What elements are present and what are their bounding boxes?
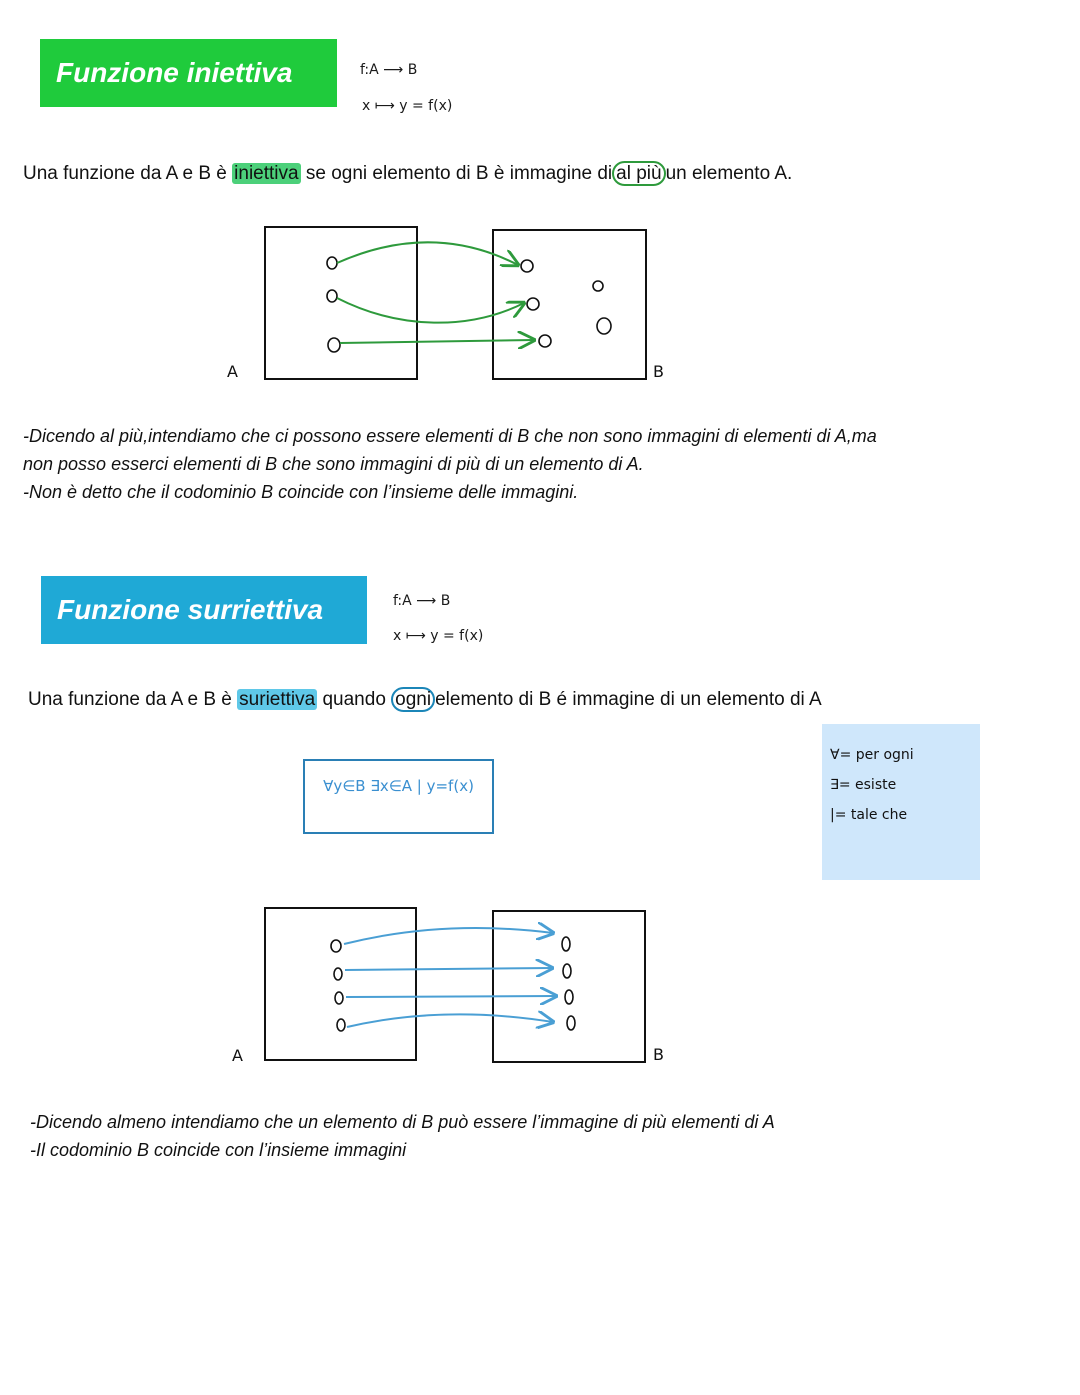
section2-title-text: Funzione surriettiva [57,594,324,625]
set-a-element [327,257,337,269]
set-b-element [521,260,533,272]
section1-formula-line2: x ⟼ y = f(x) [362,98,453,114]
mapping-arrow [340,340,534,343]
section2-notes [30,1108,775,1164]
section2-formula-line1: f:A ⟶ B [393,593,451,609]
highlight-iniettiva: iniettiva [234,163,299,184]
note-line: -Dicendo al più,intendiamo che ci possono essere elementi di B che non sono immagini di elementi di A,ma [23,426,877,446]
set-a-element [334,968,342,980]
section1-title [40,39,337,107]
mapping-arrow [346,996,556,997]
set-b-element [562,937,570,951]
section1-title-text: Funzione iniettiva [56,57,293,88]
note-line: non posso esserci elementi di B che sono immagini di più di un elemento di A. [23,454,644,474]
circled-al-piu: al più [612,161,665,186]
set-b-element [593,281,603,291]
set-a-element [337,1019,345,1031]
section1-formula-line1: f:A ⟶ B [360,62,418,78]
section1-notes [23,422,877,506]
highlight-suriettiva: suriettiva [239,689,316,710]
circled-ogni: ogni [391,687,435,712]
set-a-label-2: A [232,1046,243,1065]
set-b-element [563,964,571,978]
legend-item: |= tale che [830,807,908,823]
set-b-element [539,335,551,347]
note-line: -Non è detto che il codominio B coincide con l’insieme delle immagini. [23,482,579,502]
mapping-arrow [337,298,524,323]
mapping-arrow [345,968,552,970]
mapping-arrow [347,1014,553,1027]
section2-definition: Una funzione da A e B è suriettiva quando ogni elemento di B é immagine di un elemento di A [28,689,822,710]
set-b-element [597,318,611,334]
legend-item: ∀= per ogni [830,747,914,763]
set-b-element [567,1016,575,1030]
set-b-element [565,990,573,1004]
set-b-label-2: B [653,1045,664,1064]
mapping-arrow [337,242,518,265]
section1-definition: Una funzione da A e B è iniettiva se ogni elemento di B è immagine di al più un elemento A. [23,163,793,184]
set-a-element [328,338,340,352]
quantifier-legend [822,724,980,880]
set-a-element [335,992,343,1004]
set-b-box-2 [493,911,645,1062]
note-line: -Il codominio B coincide con l’insieme immagini [30,1140,407,1160]
surjective-formula: ∀y∈B ∃x∈A | y=f(x) [323,777,474,795]
set-b-box-1 [493,230,646,379]
set-a-box-1 [265,227,417,379]
set-a-element [331,940,341,952]
set-b-label-1: B [653,362,664,381]
section2-formula-line2: x ⟼ y = f(x) [393,628,484,644]
set-a-element [327,290,337,302]
section2-title [41,576,367,644]
legend-item: ∃= esiste [830,777,897,793]
set-a-box-2 [265,908,416,1060]
note-line: -Dicendo almeno intendiamo che un elemento di B può essere l’immagine di più elementi di A [30,1112,775,1132]
set-b-element [527,298,539,310]
mapping-arrow [344,928,553,944]
set-a-label-1: A [227,362,238,381]
surjective-formula-box [303,759,494,834]
